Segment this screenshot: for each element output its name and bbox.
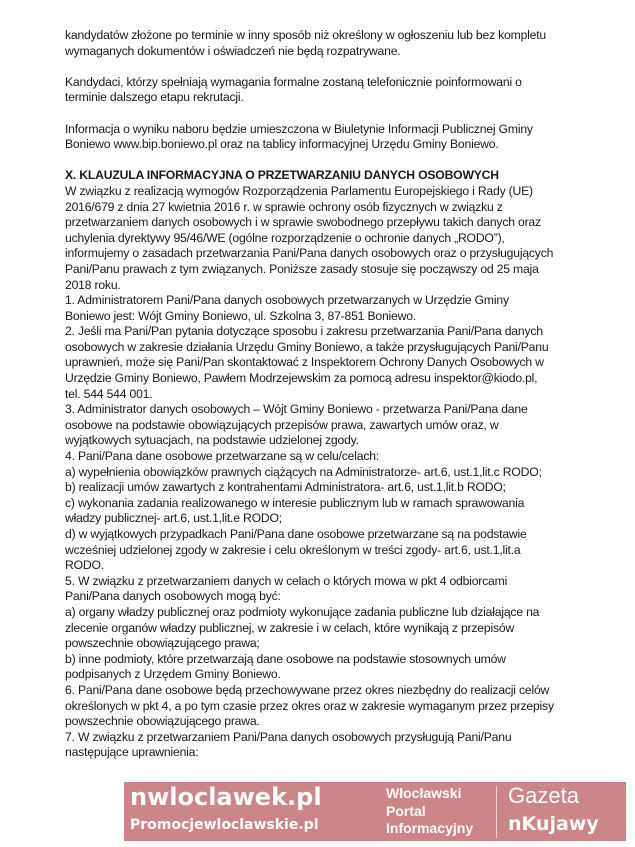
watermark-portal-line: Informacyjny — [386, 820, 474, 836]
paragraph-gap — [65, 153, 627, 169]
text-line: Boniewo www.bip.boniewo.pl oraz na tablicy informacyjnej Urzędu Gminy Boniewo. — [65, 137, 499, 152]
watermark-gazeta-logo — [508, 782, 622, 838]
watermark-portal-label — [386, 785, 492, 838]
text-line: 2016/679 z dnia 27 kwietnia 2016 r. w sprawie ochrony osób fizycznych w związku z — [65, 199, 503, 214]
text-line: wcześniej udzielonej zgody w zakresie i celu określonym w treści zgody- art.6, ust.1,lit.a — [65, 542, 521, 557]
text-line: tel. 544 544 001. — [65, 386, 153, 401]
watermark-gazeta-name: nKujawy — [508, 813, 599, 835]
text-line: 3. Administrator danych osobowych – Wójt Gminy Boniewo - przetwarza Pani/Pana dane — [65, 402, 528, 417]
watermark-divider — [496, 786, 497, 838]
text-line: określonych w pkt 4, a po tym czasie przez okres oraz w zakresie wymaganym przez przepisy — [65, 698, 554, 713]
text-line: uchylenia dyrektywy 95/46/WE (ogólne rozporządzenie o ochronie danych „RODO”), — [65, 230, 505, 245]
text-line: RODO. — [65, 558, 104, 573]
section-body — [65, 184, 627, 761]
text-line: 7. W związku z przetwarzaniem Pani/Pana danych osobowych przysługują Pani/Panu — [65, 729, 512, 744]
text-line: powszechnie obowiązującego prawa; — [65, 636, 260, 651]
watermark-portal-line: Włocławski — [386, 785, 462, 801]
text-line: a) organy władzy publicznej oraz podmioty wykonujące zadania publiczne lub działające na — [65, 604, 540, 619]
document-page — [65, 28, 627, 761]
text-line: przetwarzaniem danych osobowych i w sprawie swobodnego przepływu takich danych oraz — [65, 215, 541, 230]
text-line: wyjątkowych sytuacjach, na podstawie udzielonej zgody. — [65, 433, 359, 448]
text-line: Informacja o wyniku naboru będzie umieszczona w Biuletynie Informacji Publicznej Gminy — [65, 121, 533, 136]
text-line: 6. Pani/Pana dane osobowe będą przechowywane przez okres niezbędny do realizacji celów — [65, 682, 550, 697]
paragraph-late-submissions — [65, 28, 627, 59]
text-line: W związku z realizacją wymogów Rozporządzenia Parlamentu Europejskiego i Rady (UE) — [65, 183, 533, 198]
text-line: powszechnie obowiązującego prawa. — [65, 714, 260, 729]
text-line: zlecenie organów władzy publicznej, w zakresie i w celach, które wynikają z przepisów — [65, 620, 515, 635]
text-line: Pani/Pana danych osobowych mogą być: — [65, 589, 281, 604]
text-line: władzy publicznej- art.6, ust.1,lit.e RODO; — [65, 511, 282, 526]
watermark-site-promo: Promocjewloclawskie.pl — [130, 817, 319, 833]
text-line: uprawnień, może się Pani/Pan skontaktować z Inspektorem Ochrony Danych Osobowych w — [65, 355, 544, 370]
text-line: 5. W związku z przetwarzaniem danych w celach o których mowa w pkt 4 odbiorcami — [65, 573, 508, 588]
text-line: c) wykonania zadania realizowanego w interesie publicznym lub w ramach sprawowania — [65, 495, 525, 510]
text-line: terminie dalszego etapu rekrutacji. — [65, 90, 244, 105]
watermark-portal-line: Portal — [386, 802, 426, 819]
text-line: d) w wyjątkowych przypadkach Pani/Pana dane osobowe przetwarzane są na podstawie — [65, 527, 527, 541]
watermark-site-main: nwloclawek.pl — [130, 783, 322, 811]
text-line: osobowe na podstawie obowiązujących przepisów prawa, zawartych umów oraz, w — [65, 417, 499, 432]
text-line: Kandydaci, którzy spełniają wymagania formalne zostaną telefonicznie poinformowani o — [65, 74, 522, 89]
text-line: 1. Administratorem Pani/Pana danych osobowych przetwarzanych w Urzędzie Gminy — [65, 293, 509, 308]
watermark-banner — [124, 782, 626, 841]
paragraph-candidates-notified — [65, 75, 627, 106]
text-line: następujące uprawnienia: — [65, 745, 199, 760]
text-line: 4. Pani/Pana dane osobowe przetwarzane są w celu/celach: — [65, 449, 380, 464]
text-line: Boniewo jest: Wójt Gminy Boniewo, ul. Szkolna 3, 87-851 Boniewo. — [65, 308, 416, 323]
section-heading: X. KLAUZULA INFORMACYJNA O PRZETWARZANIU DANYCH OSOBOWYCH — [65, 168, 499, 183]
text-line: a) wypełnienia obowiązków prawnych ciążących na Administratorze- art.6, ust.1,lit.c RODO; — [65, 464, 542, 479]
text-line: osobowych w zakresie działania Urzędu Gminy Boniewo, a także przysługujących Pani/Panu — [65, 339, 549, 354]
text-line: Pani/Panu prawach z tym związanych. Poniższe zasady stosuje się począwszy od 25 maja — [65, 261, 539, 276]
paragraph-gap — [65, 59, 627, 75]
text-line: kandydatów złożone po terminie w inny sposób niż określony w ogłoszeniu lub bez kompletu — [65, 28, 547, 42]
text-line: b) realizacji umów zawartych z kontrahentami Administratora- art.6, ust.1,lit.b RODO; — [65, 480, 506, 495]
text-line: Urzędzie Gminy Boniewo, Pawłem Modrzejewskim za pomocą adresu inspektor@kiodo.pl, — [65, 371, 538, 386]
paragraph-results-info — [65, 122, 627, 153]
text-line: b) inne podmioty, które przetwarzają dane osobowe na podstawie stosownych umów — [65, 651, 506, 666]
paragraph-gap — [65, 106, 627, 122]
watermark-gazeta-title: Gazeta — [508, 783, 579, 808]
text-line: podpisanych z Urzędem Gminy Boniewo. — [65, 667, 281, 682]
text-line: 2. Jeśli ma Pani/Pan pytania dotyczące sposobu i zakresu przetwarzania Pani/Pana danych — [65, 324, 543, 339]
text-line: wymaganych dokumentów i oświadczeń nie będą rozpatrywane. — [65, 43, 401, 58]
watermark-site-logo — [130, 782, 382, 838]
text-line: informujemy o zasadach przetwarzania Pani/Pana danych osobowych oraz o przysługujących — [65, 246, 554, 261]
text-line: 2018 roku. — [65, 277, 121, 292]
